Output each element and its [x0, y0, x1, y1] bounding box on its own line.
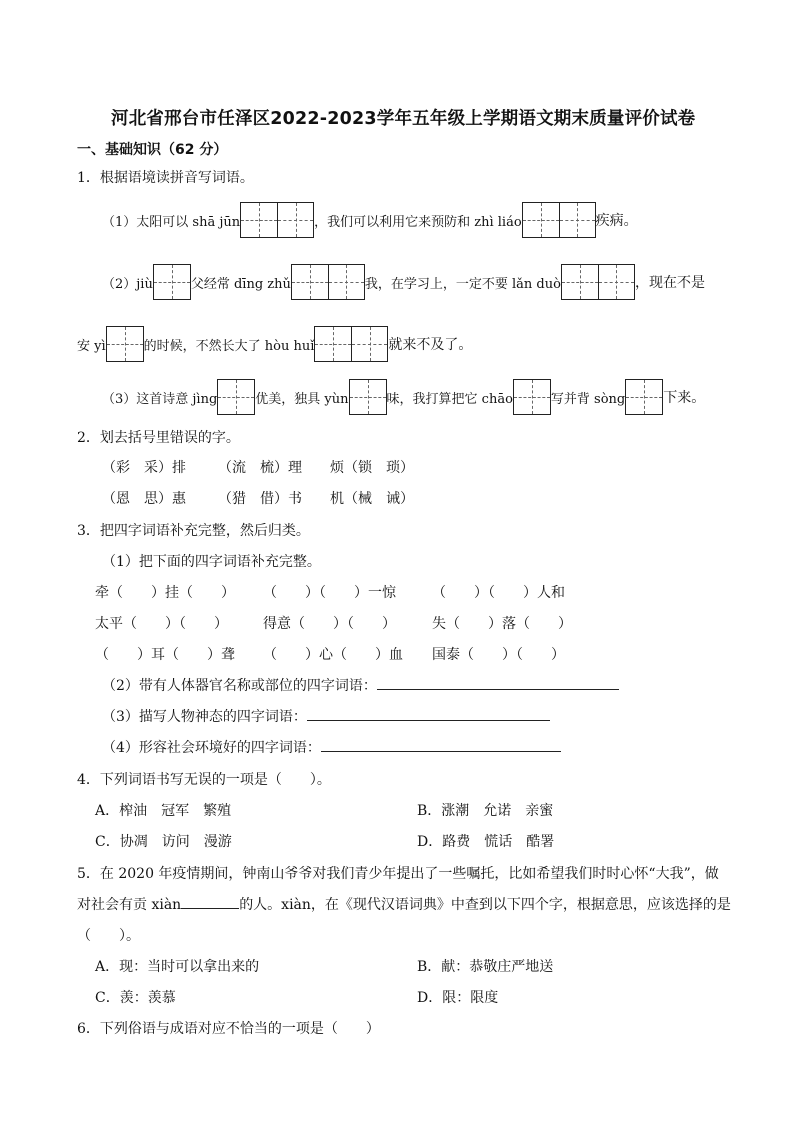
- question-3-stem: 3．把四字词语补充完整，然后归类。: [77, 523, 310, 539]
- answer-blank[interactable]: [377, 675, 619, 690]
- q5-text: 的人。xiàn，在《现代汉语词典》中查到以下四个字，根据意思，应该选择的是: [239, 897, 731, 913]
- q5-option-b[interactable]: B．献：恭敬庄严地送: [417, 959, 554, 975]
- answer-grid[interactable]: [561, 264, 635, 300]
- answer-grid[interactable]: [314, 326, 388, 362]
- q5-text: 对社会有贡 xiàn: [77, 897, 182, 913]
- answer-grid[interactable]: [522, 202, 596, 238]
- answer-blank[interactable]: [181, 894, 239, 909]
- q3-idiom[interactable]: 太平（ ）（ ）: [95, 616, 228, 632]
- q1-text: ，我们可以利用它来预防和 zhì liáo: [314, 214, 522, 230]
- q1-text: （2）jiù: [102, 276, 153, 292]
- q1-text: 下来。: [663, 390, 706, 406]
- q1-text: 写并背 sòng: [550, 391, 626, 407]
- q3-sub-3-label: （3）描写人物神态的四字词语：: [102, 709, 307, 725]
- answer-grid[interactable]: [217, 379, 255, 415]
- q1-text: 父经常 dīng zhǔ: [190, 276, 291, 292]
- q1-line-1: [102, 202, 638, 238]
- question-5-stem-2: [77, 894, 731, 914]
- q3-sub-1: （1）把下面的四字词语补充完整。: [102, 554, 321, 570]
- q3-idiom[interactable]: 得意（ ）（ ）: [263, 616, 396, 632]
- section-heading: 一、基础知识（62 分）: [77, 142, 228, 158]
- q1-text: 优美，独具 yùn: [255, 391, 349, 407]
- answer-grid[interactable]: [106, 326, 144, 362]
- q3-idiom[interactable]: （ ）耳（ ）聋: [95, 647, 235, 663]
- q3-idiom[interactable]: （ ）心（ ）血: [263, 647, 403, 663]
- q1-text: （3）这首诗意 jìng: [102, 391, 218, 407]
- q1-text: 疾病。: [595, 213, 638, 229]
- question-5-stem-3: （ ）。: [77, 928, 140, 944]
- q4-option-d[interactable]: D．路费 慌话 酷署: [417, 834, 555, 850]
- answer-grid[interactable]: [349, 379, 387, 415]
- answer-grid[interactable]: [625, 379, 663, 415]
- q3-sub-2-label: （2）带有人体器官名称或部位的四字词语：: [102, 678, 377, 694]
- q4-option-a[interactable]: A．榨油 冠军 繁殖: [95, 803, 232, 819]
- q1-line-2: [102, 264, 705, 300]
- q3-sub-2: [102, 675, 619, 695]
- question-6-stem: 6．下列俗语与成语对应不恰当的一项是（ ）: [77, 1021, 380, 1037]
- q2-item[interactable]: （猎 借）书: [218, 491, 302, 507]
- question-5-stem: 5．在 2020 年疫情期间，钟南山爷爷对我们青少年提出了一些嘱托，比如希望我们时时心怀“大我”，做: [77, 866, 719, 882]
- q3-sub-4: [102, 737, 561, 757]
- q3-sub-4-label: （4）形容社会环境好的四字词语：: [102, 740, 321, 756]
- answer-blank[interactable]: [307, 706, 550, 721]
- question-2-stem: 2．划去括号里错误的字。: [77, 430, 240, 446]
- question-1-stem: 1．根据语境读拼音写词语。: [77, 170, 254, 186]
- answer-grid[interactable]: [153, 264, 191, 300]
- q1-text: 就来不及了。: [388, 337, 473, 353]
- question-4-stem: 4．下列词语书写无误的一项是（ ）。: [77, 772, 331, 788]
- q1-text: （1）太阳可以 shā jūn: [102, 214, 241, 230]
- q3-idiom[interactable]: 国泰（ ）（ ）: [432, 647, 565, 663]
- q3-sub-3: [102, 706, 550, 726]
- q5-option-d[interactable]: D．限：限度: [417, 990, 499, 1006]
- q3-idiom[interactable]: （ ）（ ）人和: [432, 585, 565, 601]
- q5-option-c[interactable]: C．羡：羡慕: [95, 990, 176, 1006]
- answer-blank[interactable]: [321, 737, 561, 752]
- q2-item[interactable]: （彩 采）排: [102, 460, 186, 476]
- q3-idiom[interactable]: 失（ ）落（ ）: [432, 616, 572, 632]
- answer-grid[interactable]: [291, 264, 365, 300]
- answer-grid[interactable]: [513, 379, 551, 415]
- page-title: 河北省邢台市任泽区2022-2023学年五年级上学期语文期末质量评价试卷: [111, 109, 696, 129]
- q5-option-a[interactable]: A．现：当时可以拿出来的: [95, 959, 260, 975]
- q2-item[interactable]: 烦（锁 琐）: [330, 460, 414, 476]
- q1-text: ，现在不是: [634, 275, 705, 291]
- q3-idiom[interactable]: 牵（ ）挂（ ）: [95, 585, 235, 601]
- q1-text: 的时候，不然长大了 hòu huǐ: [143, 338, 315, 354]
- q1-line-4: [102, 379, 705, 415]
- q1-text: 味，我打算把它 chāo: [386, 391, 513, 407]
- q3-idiom[interactable]: （ ）（ ）一惊: [263, 585, 396, 601]
- q2-item[interactable]: 机（械 诫）: [330, 491, 414, 507]
- q4-option-b[interactable]: B．涨潮 允诺 亲蜜: [417, 803, 554, 819]
- answer-grid[interactable]: [240, 202, 314, 238]
- q1-text: 我，在学习上，一定不要 lǎn duò: [364, 276, 561, 292]
- q2-item[interactable]: （流 梳）理: [218, 460, 302, 476]
- q1-text: 安 yì: [77, 338, 106, 354]
- q1-line-3: [77, 326, 472, 362]
- q4-option-c[interactable]: C．协凋 访问 漫游: [95, 834, 232, 850]
- q2-item[interactable]: （恩 思）惠: [102, 491, 186, 507]
